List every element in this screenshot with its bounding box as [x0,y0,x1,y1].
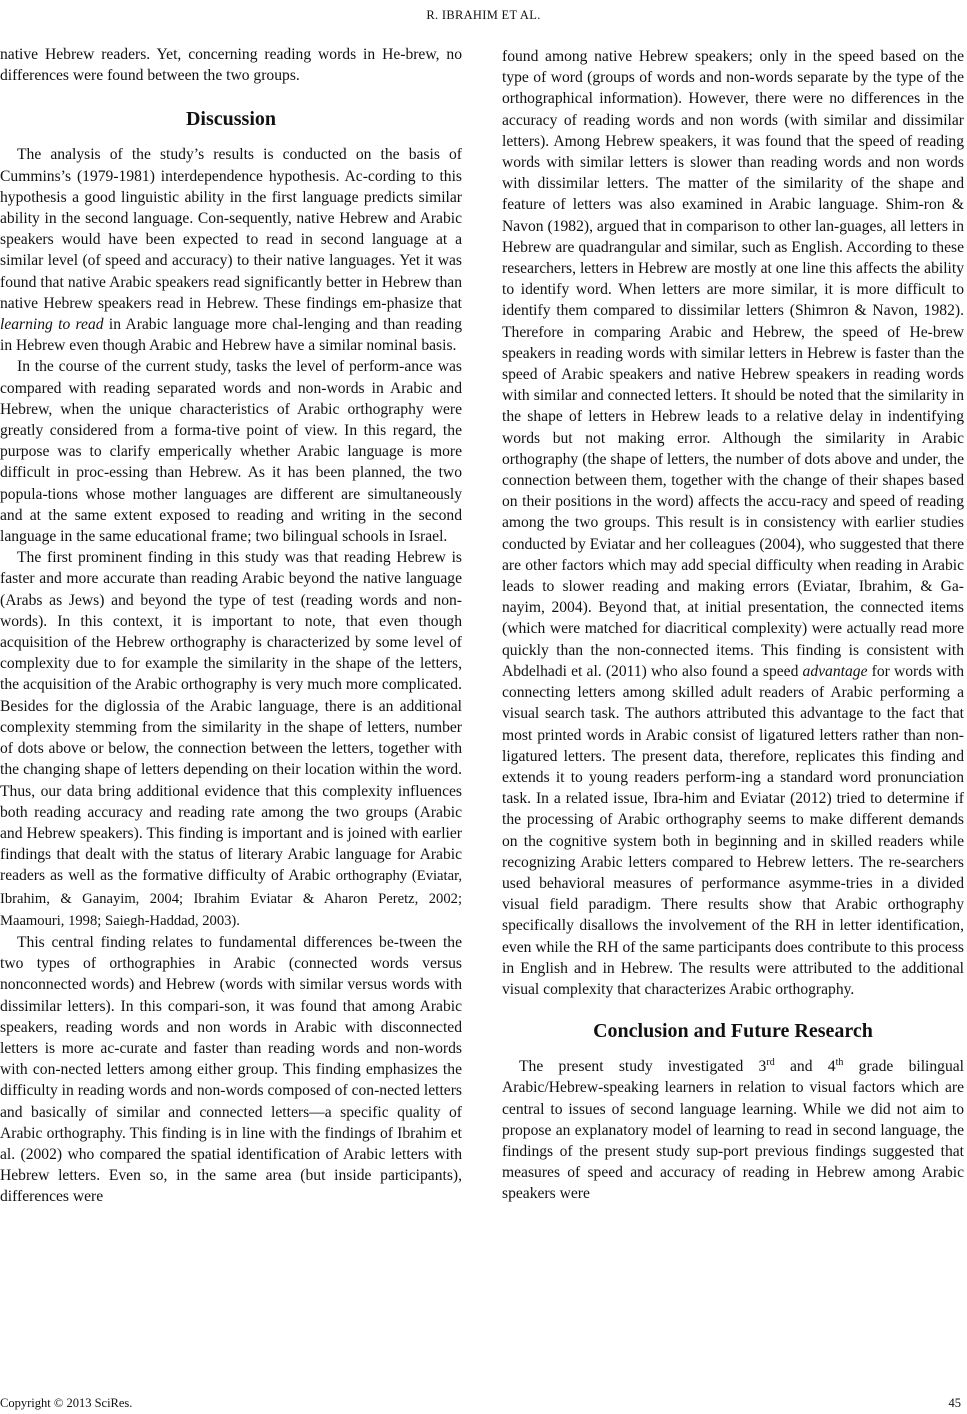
running-header: R. IBRAHIM ET AL. [426,8,541,22]
copyright-footer: Copyright © 2013 SciRes. [0,1396,133,1410]
paragraph: The present study investigated 3rd and 4th grade bilingual Arabic/Hebrew-speaking learners in relation to visual factors which are central to issues of second language learning. While we did not aim to propose an explanatory model of learning to read in second language, the findings of the present study sup-port previous findings suggested that measures of speed and accuracy of reading in Hebrew among Arabic speakers were [502,1056,965,1203]
emphasis-text: advantage [802,662,868,680]
section-heading-conclusion: Conclusion and Future Research [593,1020,873,1043]
citation-text: orthography (Eviatar, Ibrahim, & Ganayim, 2004; Ibrahim Eviatar & Aharon Peretz, 2002; Maamouri, 1998; Saiegh-Haddad, 2003). [0,868,462,929]
right-column [502,46,964,1205]
paragraph: This central finding relates to fundamental differences be-tween the two types of orthographies in Arabic (connected words versus nonconnected words) and Hebrew (words with similar versus words with dissimilar letters). In this compari-son, it was found that among Arabic speakers, reading words and non words in Arabic with disconnected letters is more ac-curate and faster than reading words and non-words with con-nected letters among either group. This finding emphasizes the difficulty in reading words and non-words composed of con-nected letters and basically of similar and connected letters—a specific quality of Arabic orthography. This finding is in line with the findings of Ibrahim et al. (2002) who compared the spatial identification of Arabic letters with Hebrew letters. Even so, in the same area (but inside participants), differences were [0,933,462,1206]
paragraph: The first prominent finding in this study was that reading Hebrew is faster and more accurate than reading Arabic beyond the native language (Arabs as Jews) and beyond the type of test (reading words and non-words). In this context, it is important to note, that even though acquisition of the Hebrew orthography is characterized by some level of complexity due to for example the similarity in the shape of the letters, the acquisition of the Arabic orthography is very much more complicated. Besides for the diglossia of the Arabic language, there is an additional complexity stemming from the similarity in the shape of letters, number of dots above or below, the connection between the letters, together with the changing shape of letters depending on their location within the word. Thus, our data bring additional evidence that this complexity influences both reading accuracy and reading rate among the two groups (Arabic and Hebrew speakers). This finding is important and is joined with earlier findings that dealt with the status of literary Arabic language for Arabic readers as well as the formative difficulty of Arabic orthography (Eviatar, Ibrahim, & Ganayim, 2004; Ibrahim Eviatar & Aharon Peretz, 2002; Maamouri, 1998; Saiegh-Haddad, 2003). [0,549,462,929]
paragraph-continuation: native Hebrew readers. Yet, concerning reading words in He-brew, no differences were found between the two groups. [0,46,462,85]
paragraph-continuation: found among native Hebrew speakers; only in the speed based on the type of word (groups of words and non-words separate by the type of the orthographical information). However, there were no differences in the accuracy of reading words and non words (with similar and dissimilar letters). Among Hebrew speakers, it was found that the speed of reading words with similar letters is slower than reading words and non words with dissimilar letters. The matter of the similarity of the shape and feature of letters was also examined in Arabic language. Shim-ron & Navon (1982), argued that in comparison to other lan-guages, all letters in Hebrew are quadrangular and similar, such as English. According to these researchers, letters in Hebrew are mostly at one line this affects the ability to identify word. When letters are more similar, it is more difficult to identify them compared to dissimilar letters (Shimron & Navon, 1982). Therefore in comparing Arabic and Hebrew, the speed of He-brew speakers in reading words with similar letters in Hebrew is faster than the speed of Arabic speakers and native Hebrew speakers in reading words with similar and connected letters. It should be noted that the similarity in the shape of letters in Hebrew leads to a relative delay in indentifying words but not making error. Although the similarity in Arabic orthography (the shape of letters, the number of dots above and under, the connection between them, together with the change of their shapes based on their positions in the word) affects the accu-racy and speed of reading among the two groups. This result is in consistency with earlier studies conducted by Eviatar and her colleagues (2004), who suggested that there are other factors which may add special difficulty when reading in Arabic leads to slower reading and making errors (Eviatar, Ibrahim, & Ga-nayim, 2004). Beyond that, at initial presentation, the connected items (which were matched for diacritical complexity) were actually read more quickly than the non-connected items. This finding is consistent with Abdelhadi et al. (2011) who also found a speed advantage for words with connecting letters among skilled adult readers of Arabic performing a visual search task. The authors attributed this advantage to the fact that most printed words in Arabic consist of ligatured letters rather than non- ligatured letters. The present data, therefore, replicates this finding and extends it to young readers perform-ing a standard word pronunciation task. In a related issue, Ibra-him and Eviatar (2012) tried to determine if the processing of Arabic orthography seems to make different demands on the cognitive system both in beginning and in skilled readers while recognizing Arabic letters compared to Hebrew letters. The re-searchers used behavioral measures of performance asymme-tries in a divided visual field paradigm. There results show that Arabic orthography specifically disallows the involvement of the RH in letter identification, even while the RH of the same participants does contribute to this process in English and in Hebrew. The results were attributed to the additional visual complexity that characterizes Arabic orthography. [502,48,964,998]
paragraph: In the course of the current study, tasks the level of perform-ance was compared with reading separated words and non-words in Arabic and Hebrew, when the unique characteristics of Arabic orthography were greatly considered from a forma-tive point of view. In this regard, the purpose was to clarify emperically whether Arabic language is more difficult in proc-essing than Hebrew. As it has been planned, the two popula-tions whose mother languages are different are simultaneously and at the same extent exposed to reading and writing in the second language in the same educational frame; two bilingual schools in Israel. [0,358,462,546]
paragraph: The analysis of the study’s results is conducted on the basis of Cummins’s (1979-1981) interdependence hypothesis. Ac-cording to this hypothesis a good linguistic ability in the first language predicts similar ability in the second language. Con-sequently, native Hebrew and Arabic speakers would have been expected to read in second language at a similar level (of speed and accuracy) to their native languages. Yet it was found that native Arabic speakers read significantly better in Hebrew than native Hebrew speakers read in Hebrew. These findings em-phasize that learning to read in Arabic language more chal-lenging and than reading in Hebrew even though Arabic and Hebrew have a similar nominal basis. [0,146,463,355]
section-heading-discussion: Discussion [185,108,277,131]
left-column [0,44,462,1208]
page-number: 45 [948,1396,961,1410]
emphasis-text: learning to read [0,316,104,334]
